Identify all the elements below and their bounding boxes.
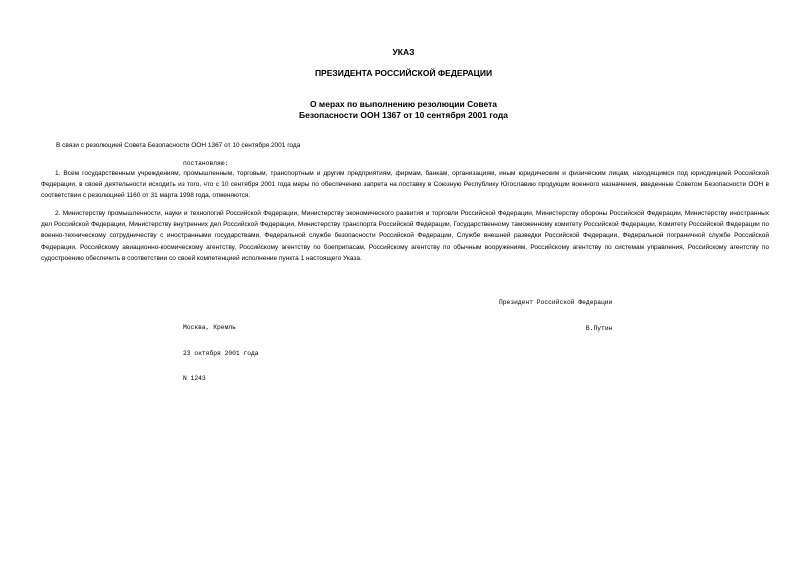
decree-title: УКАЗ [392, 47, 415, 57]
issue-details [183, 307, 259, 401]
signer-position: Президент Российской Федерации [499, 299, 613, 306]
issue-date: 23 октября 2001 года [183, 349, 259, 357]
decree-subject-line2: Безопасности ООН 1367 от 10 сентября 2001 года [299, 110, 508, 120]
decree-subject-line1: О мерах по выполнению резолюции Совета [309, 99, 498, 109]
decree-issuer: ПРЕЗИДЕНТА РОССИЙСКОЙ ФЕДЕРАЦИИ [314, 68, 493, 78]
decree-number: N 1243 [183, 375, 206, 382]
decree-subject [0, 99, 807, 121]
paragraph-2: 2. Министерству промышленности, науки и технологий Российской Федерации, Министерству экономического развития и торговли Российской Федерации, Министерству обороны Российской Федерации, Министерству иностранных дел Российской Федерации, Министерству внутренних дел Российской Федерации, Министерству транспорта Российской Федерации, Государственному таможенному комитету Российской Федерации, Комитету Российской Федерации по военно-техническому сотрудничеству с иностранными государствами, Федеральной службе безопасности Российской Федерации, Службе внешней разведки Российской Федерации, Федеральной пограничной службе Российской Федерации, Российскому авиационно-космическому агентству, Российскому агентству по боеприпасам, Российскому агентству по обычным вооружениям, Российскому агентству по системам управления, Российскому агентству по судостроению обеспечить в соответствии со своей компетенцией исполнение пункта 1 настоящего Указа. [41, 210, 769, 262]
decree-word: постановляю: [183, 160, 229, 167]
preamble: В связи с резолюцией Совета Безопасности ООН 1367 от 10 сентября 2001 года [56, 142, 301, 149]
issue-place: Москва, Кремль [183, 324, 236, 331]
signature-block [499, 282, 612, 350]
paragraph-1: 1. Всем государственным учреждениям, промышленным, торговым, транспортным и другим предприятиям, фирмам, банкам, организациям, иным юридическим и физическим лицам, находящимся под юрисдикцией Российской Федерации, в своей деятельности исходить из того, что с 10 сентября 2001 года меры по обеспечению запрета на поставку в Союзную Республику Югославию продукции военного назначения, введенные Советом Безопасности ООН в соответствии с резолюцией 1160 от 31 марта 1998 года, отменяются. [41, 170, 769, 200]
signer-name: В.Путин [585, 324, 613, 332]
